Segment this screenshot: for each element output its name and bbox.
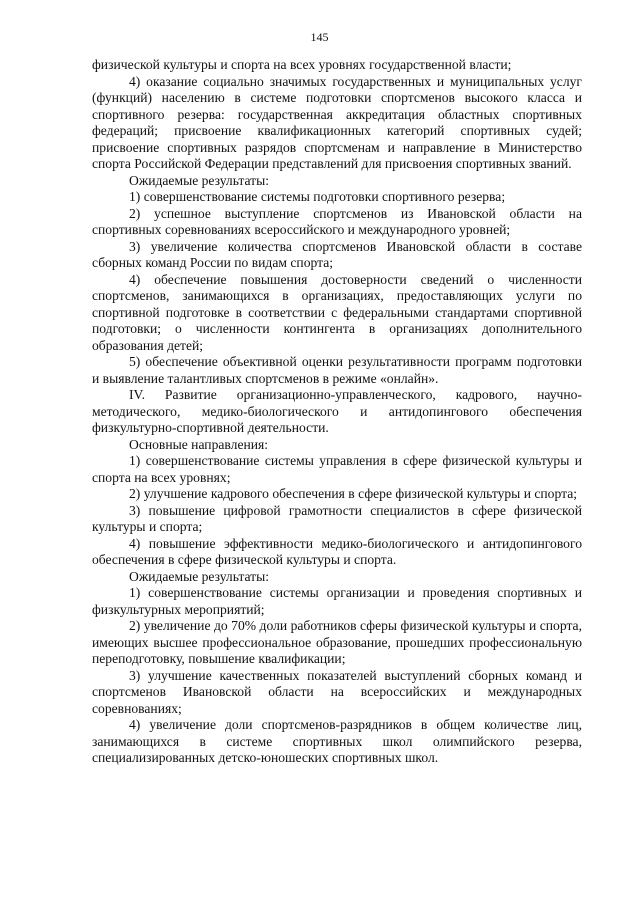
section-heading: IV. Развитие организационно-управленческого, кадрового, научно-методического, медико-биологического и антидопингового обеспечения физкультурно-спортивной деятельности. [92, 387, 582, 435]
list-item: 2) улучшение кадрового обеспечения в сфере физической культуры и спорта; [129, 486, 578, 501]
paragraph-heading: Ожидаемые результаты: [129, 568, 270, 584]
list-item: 1) совершенствование системы организации и проведения спортивных и физкультурных мероприятий; [92, 585, 582, 617]
list-item: 2) увеличение до 70% доли работников сферы физической культуры и спорта, имеющих высшее профессиональное образование, прошедших профессиональную переподготовку, повышение квалификации; [92, 618, 582, 666]
list-item: 1) совершенствование системы управления в сфере физической культуры и спорта на всех уровнях; [92, 453, 582, 485]
list-item: 4) увеличение доли спортсменов-разрядников в общем количестве лиц, занимающихся в системе спортивных школ олимпийского резерва, специализированных детско-юношеских спортивных школ. [92, 717, 582, 765]
paragraph-heading: Основные направления: [129, 436, 269, 452]
list-item: 3) улучшение качественных показателей выступлений сборных команд и спортсменов Ивановской области на всероссийских и международных соревнованиях; [92, 667, 582, 716]
list-item: 1) совершенствование системы подготовки спортивного резерва; [129, 189, 506, 204]
list-item: 4) повышение эффективности медико-биологического и антидопингового обеспечения в сфере физической культуры и спорта. [92, 535, 582, 567]
document-body [92, 57, 582, 767]
list-item: 4) обеспечение повышения достоверности сведений о численности спортсменов, занимающихся в организациях, предоставляющих услуги по спортивной подготовке в соответствии с федеральными стандартами спортивной подготовки; о численности контингента в организациях дополнительного образования детей; [92, 271, 582, 353]
list-item: 5) обеспечение объективной оценки результативности программ подготовки и выявление талантливых спортсменов в режиме «онлайн». [92, 354, 582, 386]
paragraph-continuation: физической культуры и спорта на всех уровнях государственной власти; [92, 57, 512, 72]
page-number: 145 [310, 30, 329, 44]
paragraph: 4) оказание социально значимых государственных и муниципальных услуг (функций) населению в системе подготовки спортсменов высокого класса и спортивного резерва: государственная аккредитация областных спортивных федераций; присвоение квалификационных категорий спортивных судей; присвоение спортивных разрядов спортсменам и направление в Министерство спорта Российской Федерации представлений для присвоения спортивных званий. [92, 73, 582, 171]
list-item: 2) успешное выступление спортсменов из Ивановской области на спортивных соревнованиях всероссийского и международного уровней; [92, 205, 582, 237]
list-item: 3) повышение цифровой грамотности специалистов в сфере физической культуры и спорта; [92, 502, 582, 534]
list-item: 3) увеличение количества спортсменов Ивановской области в составе сборных команд России по видам спорта; [92, 238, 582, 270]
paragraph-heading: Ожидаемые результаты: [129, 172, 270, 188]
